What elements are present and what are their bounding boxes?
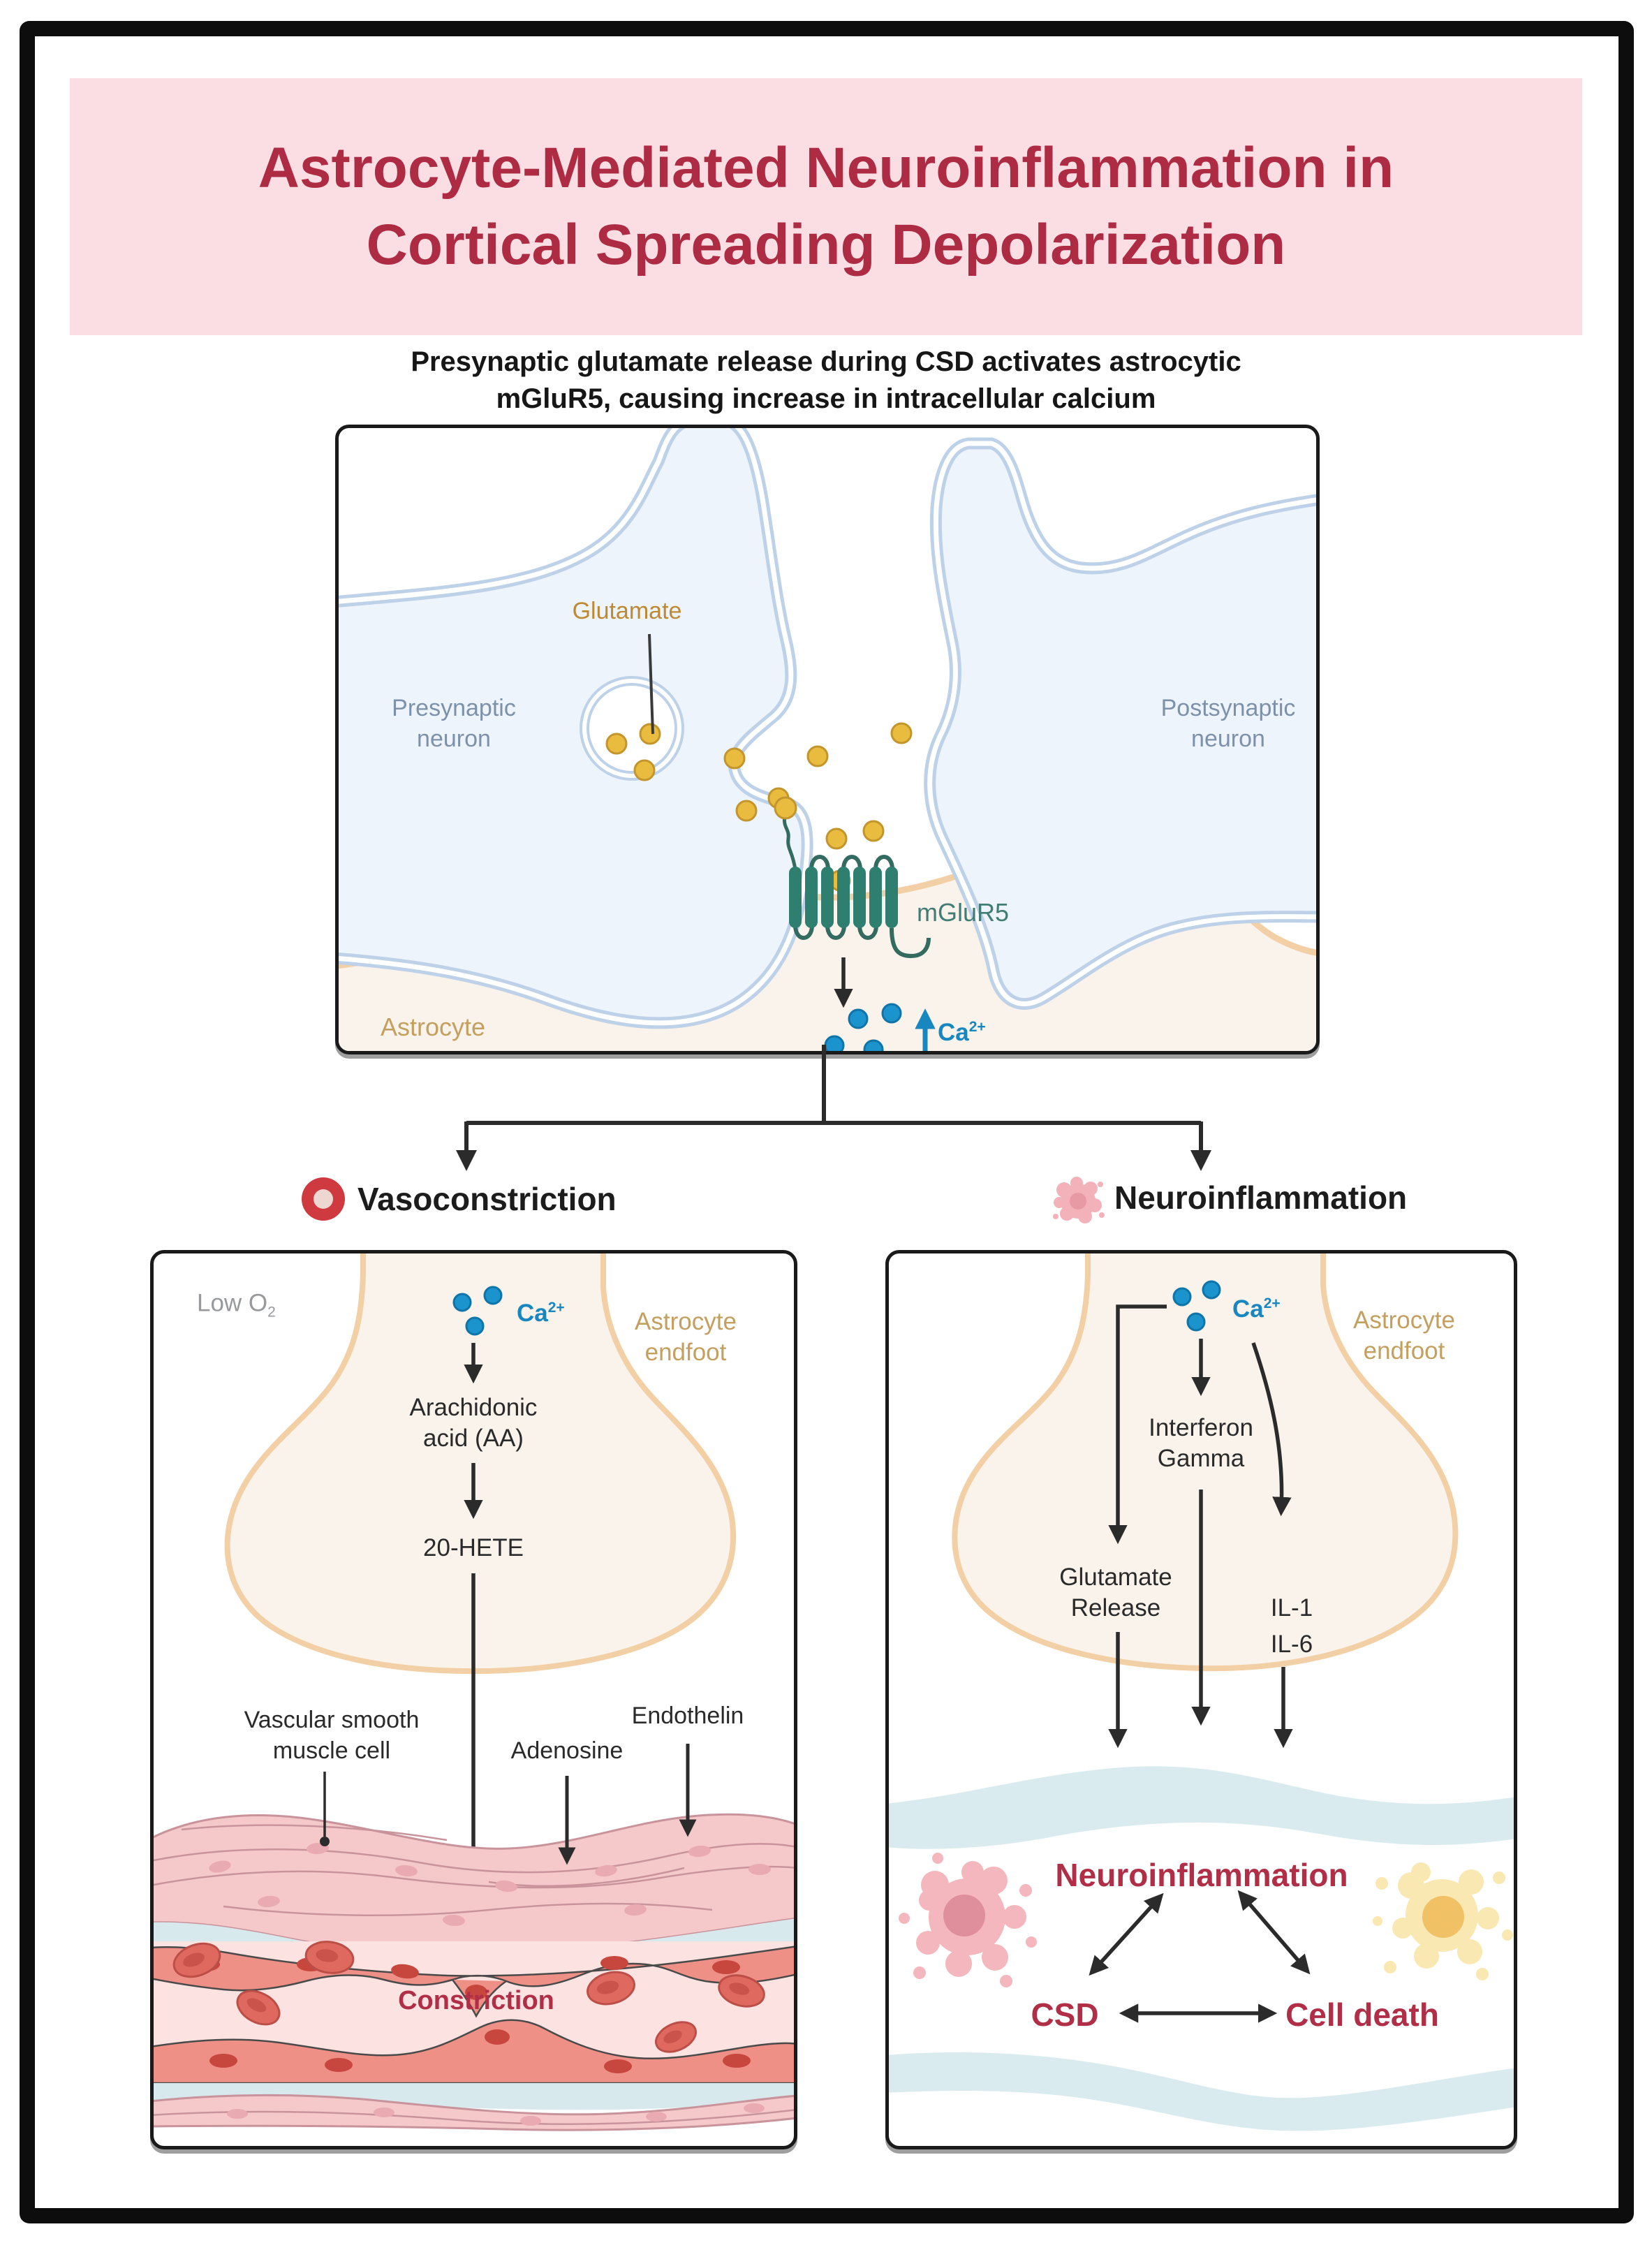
- feedback-arrows: [1093, 1895, 1306, 2013]
- endothelin-label: Endothelin: [631, 1703, 744, 1729]
- hete-label: 20-HETE: [423, 1534, 524, 1561]
- vessel-icon: [299, 1175, 348, 1223]
- glutamate-label: Glutamate: [572, 598, 682, 624]
- tissue-band-top: [889, 1766, 1514, 1848]
- neuroinflammation-header: Neuroinflammation: [1114, 1179, 1408, 1216]
- title-banner: [70, 78, 1582, 335]
- yellow-cell: [1373, 1862, 1513, 1980]
- bound-glutamate: [775, 797, 796, 818]
- microglia-cell: [899, 1853, 1037, 1987]
- vasoconstriction-panel: [150, 1250, 797, 2149]
- synapse-caption-line2: mGluR5, causing increase in intracellular calcium: [496, 383, 1156, 414]
- il1-label: IL-1: [1270, 1594, 1313, 1621]
- tissue-band-bottom: [889, 2052, 1514, 2131]
- calcium-label: $Ca^{2+}$: [1232, 1295, 1281, 1323]
- astrocyte-label: Astrocyte: [381, 1013, 486, 1041]
- interferon-label: Interferon Gamma: [1149, 1414, 1253, 1472]
- branch-connector: [0, 1045, 1652, 1247]
- calcium-label: $Ca^{2+}$: [938, 1018, 986, 1046]
- csd-label: CSD: [1031, 1996, 1099, 2033]
- postsynaptic-neuron-label: Postsynaptic neuron: [1160, 695, 1296, 752]
- synaptic-vesicle: [584, 681, 679, 780]
- vsmc-label: Vascular smooth muscle cell: [244, 1707, 420, 1764]
- poster-title-line1: Astrocyte-Mediated Neuroinflammation in: [258, 136, 1394, 200]
- synapse-caption: [0, 344, 1652, 418]
- adenosine-label: Adenosine: [510, 1737, 624, 1764]
- low-o2-label: Low $O_2$: [197, 1289, 276, 1321]
- il6-label: IL-6: [1270, 1631, 1313, 1658]
- neuroinflammation-label: Neuroinflammation: [1055, 1857, 1348, 1893]
- glutamate-release-label: Glutamate Release: [1059, 1564, 1172, 1621]
- presynaptic-neuron-label: Presynaptic neuron: [392, 695, 516, 752]
- cell-death-label: Cell death: [1285, 1996, 1439, 2033]
- neuroinflammation-panel: [885, 1250, 1517, 2149]
- microglia-icon: [1049, 1169, 1107, 1228]
- arachidonic-acid-label: Arachidonic acid (AA): [409, 1394, 538, 1452]
- synapse-caption-line1: Presynaptic glutamate release during CSD activates astrocytic: [411, 346, 1241, 377]
- synapse-panel: [335, 425, 1320, 1054]
- constriction-label: Constriction: [398, 1986, 554, 2015]
- poster-title-line2: Cortical Spreading Depolarization: [366, 213, 1286, 277]
- mglur5-label: mGluR5: [917, 898, 1010, 927]
- vasoconstriction-header: Vasoconstriction: [357, 1181, 617, 1217]
- calcium-label: $Ca^{2+}$: [517, 1299, 565, 1327]
- endfoot-label: Astrocyte endfoot: [1353, 1307, 1455, 1365]
- endfoot-label: Astrocyte endfoot: [635, 1308, 737, 1366]
